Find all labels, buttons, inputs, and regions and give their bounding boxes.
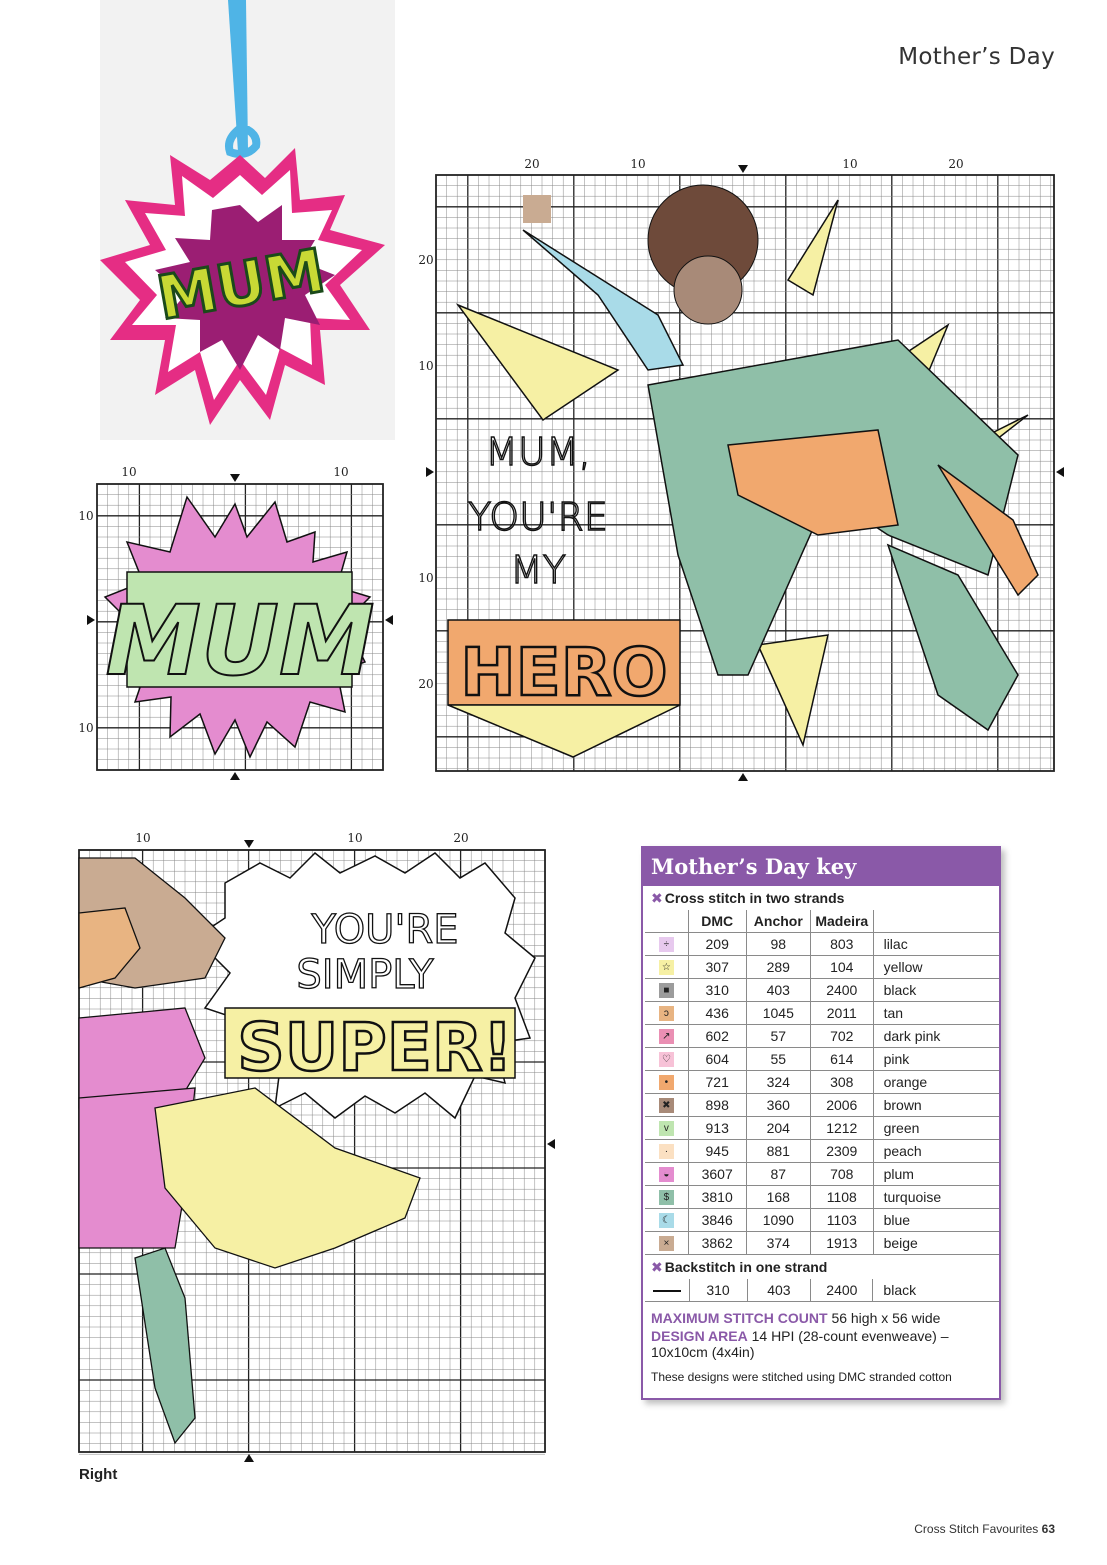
- right-caption: Right: [79, 1466, 118, 1483]
- section-title: Mother’s Day: [898, 44, 1055, 70]
- anchor-code: 204: [746, 1117, 810, 1140]
- colour-name: plum: [873, 1163, 999, 1186]
- anchor-code: 168: [746, 1186, 810, 1209]
- swatch-icon: ✖: [645, 1094, 688, 1117]
- dmc-code: 3862: [688, 1232, 746, 1255]
- anchor-code: 1090: [746, 1209, 810, 1232]
- svg-text:MUM: MUM: [152, 236, 331, 335]
- madeira-code: 2006: [810, 1094, 873, 1117]
- page-footer: Cross Stitch Favourites 63: [914, 1522, 1055, 1536]
- mum-chart: [75, 462, 405, 782]
- swatch-icon: ɔ: [645, 1002, 688, 1025]
- column-number: 10: [347, 831, 363, 845]
- hero-chart: [418, 155, 1068, 795]
- madeira-code: 1913: [810, 1232, 873, 1255]
- cross-icon: ✖: [651, 890, 663, 906]
- dmc-code: 721: [688, 1071, 746, 1094]
- super-chart: [75, 828, 565, 1468]
- swatch-icon: •: [645, 1071, 688, 1094]
- key-row: [645, 1071, 999, 1094]
- colour-name: pink: [873, 1048, 999, 1071]
- anchor-code: 87: [746, 1163, 810, 1186]
- anchor-code: 881: [746, 1140, 810, 1163]
- centre-marker-icon: [244, 1454, 254, 1462]
- mum-word: MUM: [105, 585, 375, 697]
- colour-name: beige: [873, 1232, 999, 1255]
- dmc-code: 310: [688, 979, 746, 1002]
- anchor-code: 1045: [746, 1002, 810, 1025]
- colour-name: lilac: [873, 933, 999, 956]
- key-row: [645, 1117, 999, 1140]
- madeira-code: 708: [810, 1163, 873, 1186]
- column-number: 10: [333, 465, 349, 479]
- column-number: 20: [524, 157, 540, 171]
- anchor-code: 289: [746, 956, 810, 979]
- dmc-code: 913: [688, 1117, 746, 1140]
- key-row: [645, 1094, 999, 1117]
- madeira-code: 2400: [810, 979, 873, 1002]
- swatch-icon: ·: [645, 1140, 688, 1163]
- dmc-code: 898: [688, 1094, 746, 1117]
- page-number: 63: [1041, 1522, 1055, 1536]
- anchor-code: 360: [746, 1094, 810, 1117]
- backstitch-row: 310 403 2400 black: [645, 1279, 999, 1302]
- col-dmc: DMC: [688, 910, 746, 933]
- row-number: 10: [418, 359, 434, 373]
- anchor-code: 98: [746, 933, 810, 956]
- colour-name: brown: [873, 1094, 999, 1117]
- key-row: [645, 1002, 999, 1025]
- madeira-code: 702: [810, 1025, 873, 1048]
- dmc-code: 3810: [688, 1186, 746, 1209]
- centre-marker-icon: [385, 615, 393, 625]
- key-row: [645, 1186, 999, 1209]
- madeira-code: 104: [810, 956, 873, 979]
- stitch-count: MAXIMUM STITCH COUNT 56 high x 56 wide: [651, 1310, 941, 1326]
- swatch-icon: ◒: [645, 1163, 688, 1186]
- colour-key: [641, 846, 1001, 1400]
- key-row: [645, 1140, 999, 1163]
- colour-name: black: [873, 979, 999, 1002]
- key-row: [645, 979, 999, 1002]
- col-anchor: Anchor: [746, 910, 810, 933]
- centre-marker-icon: [738, 165, 748, 173]
- column-number: 20: [453, 831, 469, 845]
- cross-icon: ✖: [651, 1259, 663, 1275]
- madeira-code: 1212: [810, 1117, 873, 1140]
- dmc-code: 307: [688, 956, 746, 979]
- anchor-code: 403: [746, 979, 810, 1002]
- centre-marker-icon: [738, 773, 748, 781]
- column-number: 10: [135, 831, 151, 845]
- row-number: 10: [78, 721, 94, 735]
- hero-word: HERO: [460, 634, 668, 711]
- dmc-code: 604: [688, 1048, 746, 1071]
- swatch-icon: v: [645, 1117, 688, 1140]
- madeira-code: 2011: [810, 1002, 873, 1025]
- cross-stitch-heading: ✖ Cross stitch in two strands: [651, 890, 845, 906]
- dmc-code: 602: [688, 1025, 746, 1048]
- column-number: 20: [948, 157, 964, 171]
- key-row: [645, 933, 999, 956]
- madeira-code: 308: [810, 1071, 873, 1094]
- row-number: 20: [418, 677, 434, 691]
- column-number: 10: [630, 157, 646, 171]
- madeira-code: 614: [810, 1048, 873, 1071]
- madeira-code: 803: [810, 933, 873, 956]
- colour-name: yellow: [873, 956, 999, 979]
- hero-text: MY: [510, 548, 566, 592]
- anchor-code: 57: [746, 1025, 810, 1048]
- dmc-code: 209: [688, 933, 746, 956]
- swatch-icon: ♡: [645, 1048, 688, 1071]
- dmc-code: 945: [688, 1140, 746, 1163]
- column-number: 10: [842, 157, 858, 171]
- swatch-icon: ☾: [645, 1209, 688, 1232]
- madeira-code: 2309: [810, 1140, 873, 1163]
- swatch-icon: $: [645, 1186, 688, 1209]
- colour-name: peach: [873, 1140, 999, 1163]
- anchor-code: 374: [746, 1232, 810, 1255]
- dmc-code: 3846: [688, 1209, 746, 1232]
- key-row: [645, 1163, 999, 1186]
- centre-marker-icon: [426, 467, 434, 477]
- key-title: Mother’s Day key: [643, 848, 999, 886]
- super-text: YOU'RE: [311, 907, 459, 953]
- super-text: SIMPLY: [296, 952, 434, 998]
- madeira-code: 1103: [810, 1209, 873, 1232]
- colour-name: turquoise: [873, 1186, 999, 1209]
- colour-name: blue: [873, 1209, 999, 1232]
- swatch-icon: ■: [645, 979, 688, 1002]
- super-word: SUPER!: [237, 1009, 513, 1086]
- swatch-icon: ×: [645, 1232, 688, 1255]
- design-area: DESIGN AREA 14 HPI (28-count evenweave) – 10x10cm (4x4in): [651, 1328, 949, 1360]
- key-row: [645, 956, 999, 979]
- swatch-icon: ÷: [645, 933, 688, 956]
- key-row: [645, 1232, 999, 1255]
- hero-text: YOU'RE: [468, 495, 608, 539]
- centre-marker-icon: [1056, 467, 1064, 477]
- swatch-icon: ☆: [645, 956, 688, 979]
- backstitch-heading: ✖ Backstitch in one strand: [651, 1259, 828, 1275]
- centre-marker-icon: [230, 772, 240, 780]
- line-swatch-icon: [645, 1279, 689, 1302]
- swatch-icon: ↗: [645, 1025, 688, 1048]
- colour-name: orange: [873, 1071, 999, 1094]
- dmc-code: 436: [688, 1002, 746, 1025]
- key-header-row: [645, 910, 999, 933]
- key-note: These designs were stitched using DMC stranded cotton: [651, 1370, 952, 1384]
- col-madeira: Madeira: [810, 910, 873, 933]
- centre-marker-icon: [244, 840, 254, 848]
- madeira-code: 1108: [810, 1186, 873, 1209]
- hero-text: MUM,: [485, 430, 591, 474]
- colour-name: tan: [873, 1002, 999, 1025]
- column-number: 10: [121, 465, 137, 479]
- centre-marker-icon: [230, 474, 240, 482]
- centre-marker-icon: [547, 1139, 555, 1149]
- anchor-code: 55: [746, 1048, 810, 1071]
- backstitch-table: [645, 1279, 999, 1302]
- key-row: [645, 1048, 999, 1071]
- row-number: 10: [78, 509, 94, 523]
- finished-tag-photo: [100, 0, 395, 440]
- row-number: 20: [418, 253, 434, 267]
- colour-name: dark pink: [873, 1025, 999, 1048]
- key-row: [645, 1025, 999, 1048]
- anchor-code: 324: [746, 1071, 810, 1094]
- centre-marker-icon: [87, 615, 95, 625]
- colour-name: green: [873, 1117, 999, 1140]
- key-table: [645, 910, 999, 1255]
- key-row: [645, 1209, 999, 1232]
- row-number: 10: [418, 571, 434, 585]
- dmc-code: 3607: [688, 1163, 746, 1186]
